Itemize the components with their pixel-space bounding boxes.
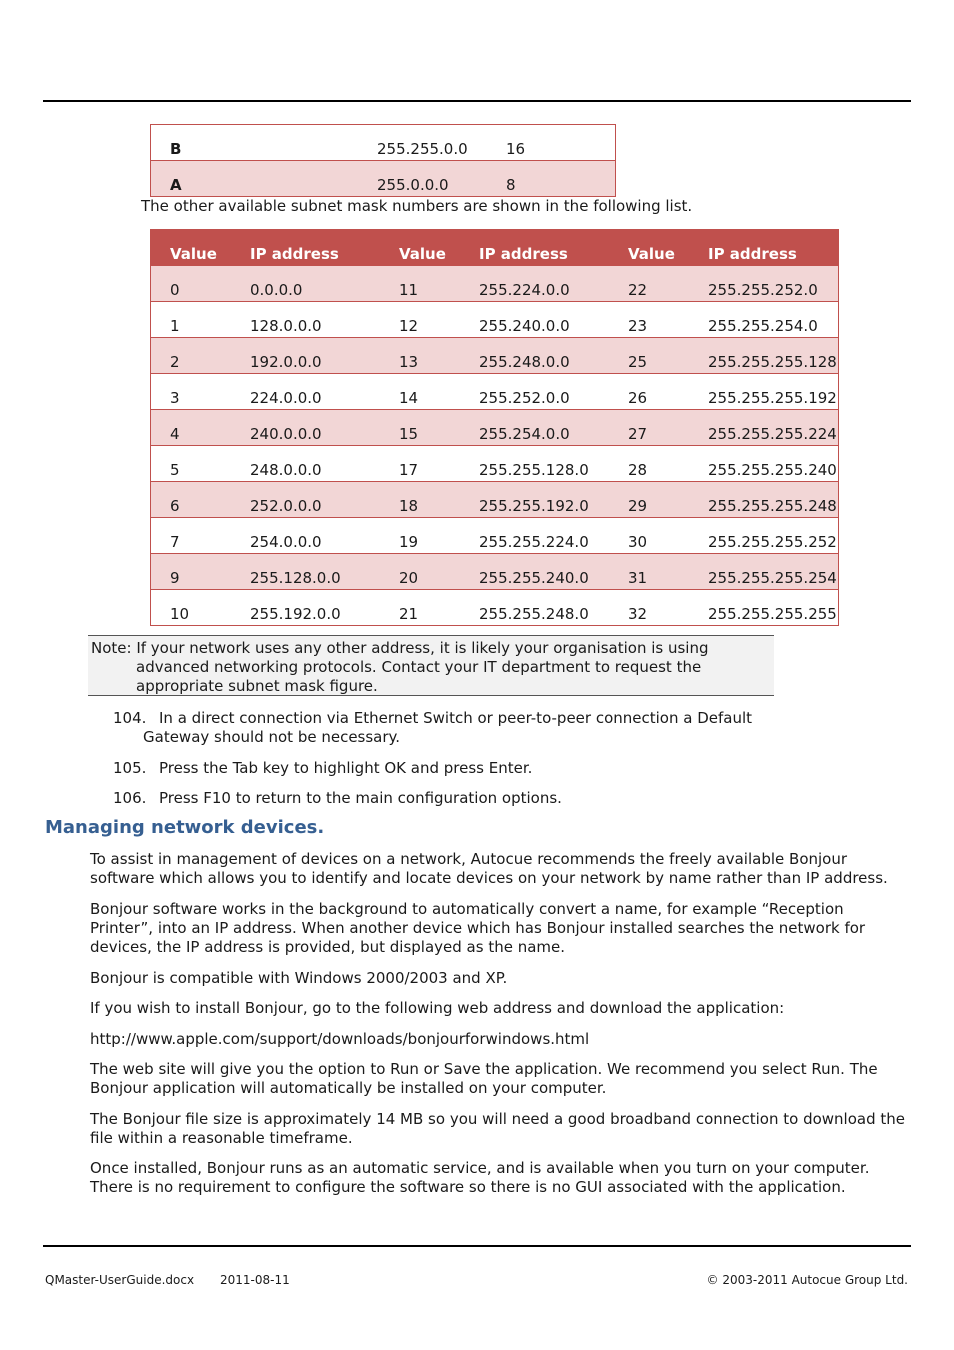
ip-address-cell: 255.255.255.128 [689,338,839,374]
paragraph: The web site will give you the option to Run or Save the application. We recommend you select Run. The Bonjour application will automatically be installed on your computer. [90,1060,878,1097]
ip-address-cell: 255.248.0.0 [460,338,609,374]
intro-text: The other available subnet mask numbers are shown in the following list. [141,197,693,215]
footer-copyright: © 2003-2011 Autocue Group Ltd. [706,1273,908,1287]
value-cell: 4 [151,410,232,446]
column-header: Value [151,230,232,266]
mask-cell: 255.0.0.0 [358,161,487,197]
value-cell: 5 [151,446,232,482]
value-cell: 32 [609,590,689,626]
value-cell: 10 [151,590,232,626]
footer-filename: QMaster-UserGuide.docx [45,1273,195,1287]
value-cell: 1 [151,302,232,338]
paragraph: If you wish to install Bonjour, go to the following web address and download the application: [90,999,785,1017]
table-row [151,446,839,482]
column-header: Value [380,230,460,266]
ip-address-cell: 255.255.128.0 [460,446,609,482]
value-cell: 7 [151,518,232,554]
table-header-row [151,230,839,266]
ip-address-cell: 255.128.0.0 [231,554,380,590]
value-cell: 20 [380,554,460,590]
value-cell: 29 [609,482,689,518]
value-cell: 28 [609,446,689,482]
class-cell: A [151,161,359,197]
ip-address-cell: 255.255.255.254 [689,554,839,590]
value-cell: 21 [380,590,460,626]
ip-address-cell: 224.0.0.0 [231,374,380,410]
value-cell: 17 [380,446,460,482]
value-cell: 26 [609,374,689,410]
paragraph: The Bonjour file size is approximately 14 MB so you will need a good broadband connection to download the file within a reasonable timeframe. [90,1110,905,1147]
step-number: 105. [113,759,147,777]
step-104 [113,709,752,747]
step-text: Press F10 to return to the main configuration options. [159,789,562,807]
step-number: 104. [113,709,147,727]
ip-address-cell: 255.255.255.192 [689,374,839,410]
bits-cell: 8 [487,161,616,197]
bits-cell: 16 [487,125,616,161]
ip-address-cell: 255.255.255.248 [689,482,839,518]
step-text: Gateway should not be necessary. [143,728,401,746]
ip-address-cell: 254.0.0.0 [231,518,380,554]
table-row [151,410,839,446]
note-box [88,635,774,696]
value-cell: 15 [380,410,460,446]
ip-address-cell: 255.240.0.0 [460,302,609,338]
step-105 [113,759,532,778]
value-cell: 19 [380,518,460,554]
ip-address-cell: 255.255.248.0 [460,590,609,626]
step-text: Press the Tab key to highlight OK and press Enter. [159,759,533,777]
value-cell: 11 [380,266,460,302]
ip-address-cell: 255.254.0.0 [460,410,609,446]
value-cell: 2 [151,338,232,374]
ip-address-cell: 255.255.252.0 [689,266,839,302]
ip-address-cell: 255.255.240.0 [460,554,609,590]
step-text: In a direct connection via Ethernet Switch or peer-to-peer connection a Default [159,709,753,727]
mask-cell: 255.255.0.0 [358,125,487,161]
column-header: IP address [231,230,380,266]
ip-address-cell: 252.0.0.0 [231,482,380,518]
url-text: http://www.apple.com/support/downloads/bonjourforwindows.html [90,1030,590,1048]
ip-address-cell: 128.0.0.0 [231,302,380,338]
note-line: appropriate subnet mask figure. [136,677,378,695]
value-cell: 22 [609,266,689,302]
note-line: Note: If your network uses any other address, it is likely your organisation is using [91,639,709,657]
footer-rule [43,1245,911,1247]
ip-address-cell: 255.192.0.0 [231,590,380,626]
value-cell: 18 [380,482,460,518]
value-cell: 12 [380,302,460,338]
value-cell: 25 [609,338,689,374]
paragraph: Bonjour software works in the background to automatically convert a name, for example “Reception Printer”, into an IP address. When another device which has Bonjour installed searches the network for devices, the IP address is provided, but displayed as the name. [90,900,866,956]
ip-address-cell: 192.0.0.0 [231,338,380,374]
table-row [151,302,839,338]
table-row [151,482,839,518]
ip-address-cell: 248.0.0.0 [231,446,380,482]
ip-address-cell: 255.255.255.240 [689,446,839,482]
column-header: IP address [689,230,839,266]
value-cell: 30 [609,518,689,554]
value-cell: 9 [151,554,232,590]
table-row [151,590,839,626]
header-rule [43,100,911,102]
note-line: advanced networking protocols. Contact your IT department to request the [136,658,702,676]
subnet-mask-table [150,229,839,626]
table-row [151,125,616,161]
ip-address-cell: 0.0.0.0 [231,266,380,302]
value-cell: 23 [609,302,689,338]
column-header: IP address [460,230,609,266]
value-cell: 27 [609,410,689,446]
table-row [151,518,839,554]
table-row [151,266,839,302]
value-cell: 6 [151,482,232,518]
ip-address-cell: 240.0.0.0 [231,410,380,446]
class-table [150,124,616,197]
ip-address-cell: 255.255.192.0 [460,482,609,518]
table-row [151,374,839,410]
ip-address-cell: 255.252.0.0 [460,374,609,410]
ip-address-cell: 255.255.255.252 [689,518,839,554]
value-cell: 14 [380,374,460,410]
ip-address-cell: 255.255.254.0 [689,302,839,338]
paragraph: Once installed, Bonjour runs as an automatic service, and is available when you turn on your computer. There is no requirement to configure the software so there is no GUI associated with the application. [90,1159,870,1196]
value-cell: 13 [380,338,460,374]
step-106 [113,789,562,808]
table-row [151,161,616,197]
ip-address-cell: 255.255.224.0 [460,518,609,554]
paragraph: To assist in management of devices on a network, Autocue recommends the freely available Bonjour software which allows you to identify and locate devices on your network by name rather than IP address. [90,850,888,887]
value-cell: 0 [151,266,232,302]
paragraph: Bonjour is compatible with Windows 2000/2003 and XP. [90,969,508,987]
ip-address-cell: 255.255.255.224 [689,410,839,446]
footer-date: 2011-08-11 [220,1273,290,1287]
value-cell: 31 [609,554,689,590]
table-row [151,338,839,374]
ip-address-cell: 255.255.255.255 [689,590,839,626]
column-header: Value [609,230,689,266]
step-number: 106. [113,789,147,807]
ip-address-cell: 255.224.0.0 [460,266,609,302]
table-row [151,554,839,590]
class-cell: B [151,125,359,161]
value-cell: 3 [151,374,232,410]
section-heading: Managing network devices. [45,817,325,838]
